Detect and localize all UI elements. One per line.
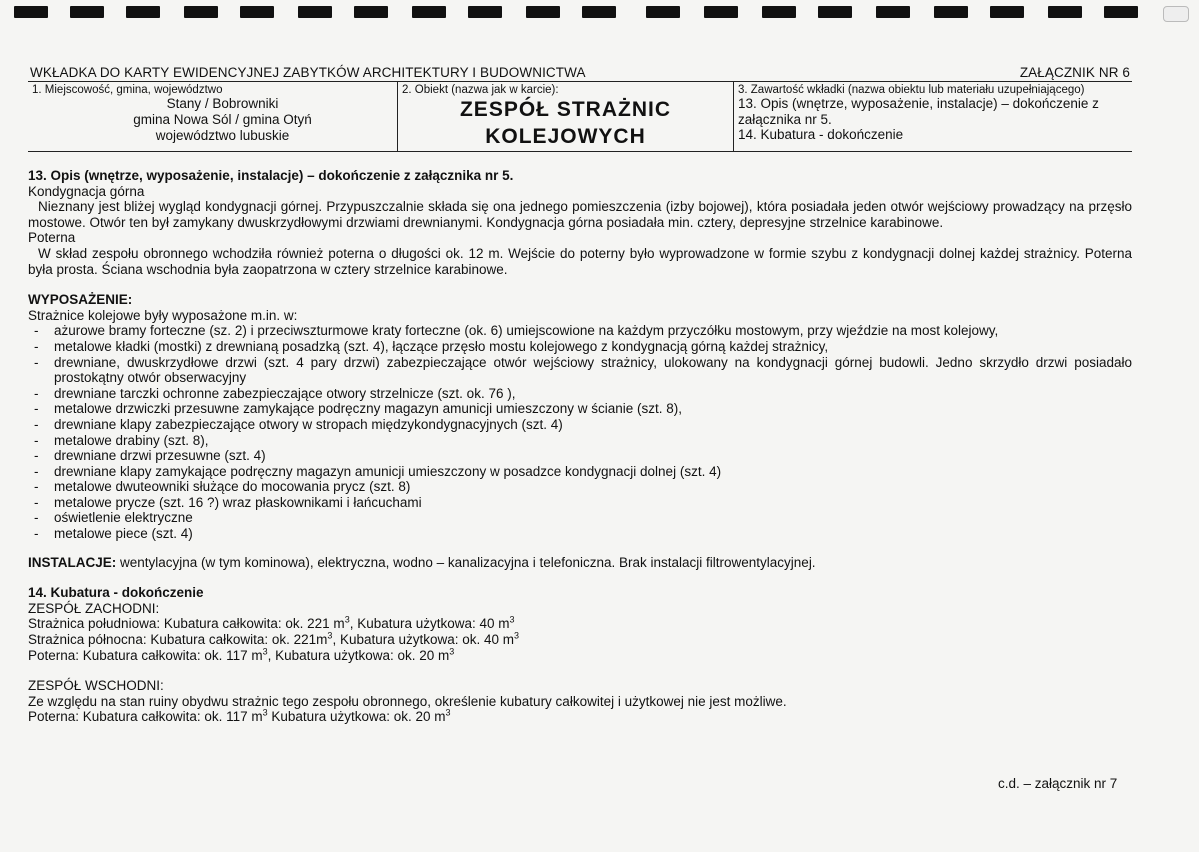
installations-paragraph xyxy=(28,555,1132,571)
volume-line: Poterna: Kubatura całkowita: ok. 117 $m^3$, Kubatura użytkowa: ok. 20 $m^3$ xyxy=(28,646,455,663)
object-label: 2. Obiekt (nazwa jak w karcie): xyxy=(402,84,559,96)
contents-line: 14. Kubatura - dokończenie xyxy=(738,127,904,142)
location-line: Stany / Bobrowniki xyxy=(166,96,279,111)
annex-number: ZAŁĄCZNIK NR 6 xyxy=(1019,65,1130,80)
volume-line: Poterna: Kubatura całkowita: ok. 117 $m^3$ Kubatura użytkowa: ok. 20 $m^3$ xyxy=(28,707,451,725)
header-table xyxy=(28,81,1132,152)
list-item: - drewniane, dwuskrzydłowe drzwi (szt. 4 pary drzwi) zabezpieczające otwór wejściowy strażnicy, ulokowany na kondygnacji górnej budowli. Jedno skrzydło drzwi posiadało prostokątny otwór obserwacyjny xyxy=(28,355,1132,386)
contents-line: 13. Opis (wnętrze, wyposażenie, instalacje) – dokończenie z xyxy=(738,96,1099,111)
contents-label: 3. Zawartość wkładki (nazwa obiektu lub materiału uzupełniającego) xyxy=(738,84,1085,96)
equipment-heading: WYPOSAŻENIE: xyxy=(28,292,133,308)
punch-holes xyxy=(0,6,1199,20)
location-cell xyxy=(28,82,398,151)
object-title-line1: ZESPÓŁ STRAŻNIC xyxy=(459,98,671,121)
form-title: WKŁADKA DO KARTY EWIDENCYJNEJ ZABYTKÓW ARCHITEKTURY I BUDOWNICTWA xyxy=(30,65,586,80)
east-complex-text: Ze względu na stan ruiny obydwu strażnic tego zespołu obronnego, określenie kubatury całkowitej i użytkowej nie jest możliwe. xyxy=(28,693,787,709)
document-body xyxy=(28,168,1132,725)
section-14-heading: 14. Kubatura - dokończenie xyxy=(28,585,204,601)
list-item: - drewniane klapy zamykające podręczny magazyn amunicji umieszczony w posadzce kondygnacji dolnej (szt. 4) xyxy=(28,464,1132,480)
corner-tab xyxy=(1163,6,1189,22)
list-item: - drewniane klapy zabezpieczające otwory w stropach międzykondygnacyjnych (szt. 4) xyxy=(28,417,1132,433)
equipment-list xyxy=(28,323,1132,541)
list-item: - ażurowe bramy forteczne (sz. 2) i przeciwszturmowe kraty forteczne (ok. 6) umiejscowione na każdym przyczółku mostowym, przy wjeździe na most kolejowy, xyxy=(28,323,1132,339)
location-line: województwo lubuskie xyxy=(155,128,290,143)
list-item: - metalowe prycze (szt. 16 ?) wraz płaskownikami i łańcuchami xyxy=(28,495,1132,511)
postern-paragraph: W skład zespołu obronnego wchodziła również poterna o długości ok. 12 m. Wejście do poterny było wyprowadzone w formie szybu z kondygnacji dolnej każdej strażnicy. Poterna była prosta. Ściana wschodnia była zaopatrzona w cztery strzelnice karabinowe. xyxy=(28,245,1132,277)
installations-text: wentylacyjna (w tym kominowa), elektryczna, wodno – kanalizacyjna i telefoniczna. Brak instalacji filtrowentylacyjnej. xyxy=(116,554,816,570)
volume-line: Strażnica północna: Kubatura całkowita: ok. $221m^3$, Kubatura użytkowa: ok. 40 $m^3$ xyxy=(28,630,520,648)
contents-cell xyxy=(734,82,1132,151)
list-item: - metalowe dwuteowniki służące do mocowania prycz (szt. 8) xyxy=(28,479,1132,495)
installations-label: INSTALACJE: xyxy=(28,554,117,570)
list-item: - metalowe drzwiczki przesuwne zamykające podręczny magazyn amunicji umieszczony w ścianie (szt. 8), xyxy=(28,401,1132,417)
contents-line: załącznika nr 5. xyxy=(738,111,832,127)
postern-subheading: Poterna xyxy=(28,230,76,246)
upper-floor-subheading: Kondygnacja górna xyxy=(28,183,145,199)
list-item: - oświetlenie elektryczne xyxy=(28,510,1132,526)
object-cell xyxy=(398,82,734,151)
list-item: - metalowe piece (szt. 4) xyxy=(28,526,1132,542)
list-item: - drewniane drzwi przesuwne (szt. 4) xyxy=(28,448,1132,464)
list-item: - drewniane tarczki ochronne zabezpieczające otwory strzelnicze (szt. ok. 76 ), xyxy=(28,386,1132,402)
list-item: - metalowe kładki (mostki) z drewnianą posadzką (szt. 4), łączące przęsło mostu kolejowego z kondygnacją górną każdej strażnicy, xyxy=(28,339,1132,355)
continued-note: c.d. – załącznik nr 7 xyxy=(998,776,1118,791)
upper-floor-paragraph: Nieznany jest bliżej wygląd kondygnacji górnej. Przypuszczalnie składa się ona jednego pomieszczenia (izby bojowej), która posiadała jeden otwór wejściowy prowadzący na przęsło mostowe. Otwór ten był zamykany dwuskrzydłowymi drzwiami drewnianymi. Kondygnacja górna posiadała min. cztery, depresyjne strzelnice karabinowe. xyxy=(28,199,1132,230)
east-complex-heading: ZESPÓŁ WSCHODNI: xyxy=(28,678,164,694)
equipment-intro: Strażnice kolejowe były wyposażone m.in. w: xyxy=(28,307,298,323)
west-complex-heading: ZESPÓŁ ZACHODNI: xyxy=(28,600,160,616)
document-title xyxy=(30,65,1130,80)
section-13-heading: 13. Opis (wnętrze, wyposażenie, instalacje) – dokończenie z załącznika nr 5. xyxy=(28,168,514,183)
list-item: - metalowe drabiny (szt. 8), xyxy=(28,433,1132,449)
location-label: 1. Miejscowość, gmina, województwo xyxy=(32,84,223,96)
location-line: gmina Nowa Sól / gmina Otyń xyxy=(133,112,312,127)
volume-line: Strażnica południowa: Kubatura całkowita: ok. 221 $m^3$, Kubatura użytkowa: 40 $m^3$ xyxy=(28,614,515,632)
object-title-line2: KOLEJOWYCH xyxy=(485,125,646,148)
